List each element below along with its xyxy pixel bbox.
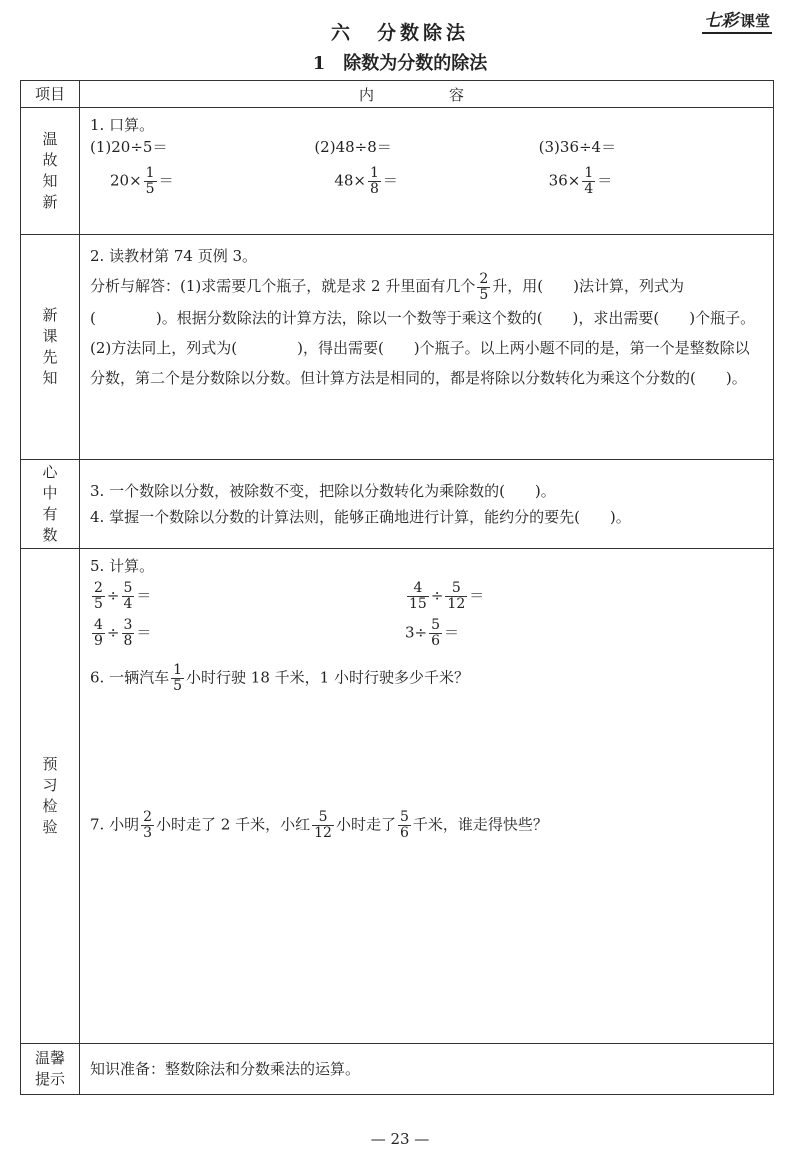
- mind-content: [80, 460, 774, 549]
- fraction: $\frac{1}{4}$: [584, 165, 594, 197]
- preview-row: [21, 549, 774, 1044]
- fraction: $\frac{5}{4}$: [123, 580, 133, 612]
- header-content: 内 容: [80, 81, 774, 108]
- fraction: $\frac{3}{8}$: [123, 617, 133, 649]
- fraction: $\frac{2}{5}$: [94, 580, 103, 612]
- fraction: $\frac{1}{5}$: [173, 662, 183, 694]
- newlesson-row: [21, 235, 774, 460]
- mind-row: [21, 460, 774, 549]
- fraction: $\frac{1}{5}$: [145, 165, 155, 197]
- brand-text-a: 七彩: [703, 11, 738, 31]
- q2-part1: 分析与解答：(1)求需要几个瓶子，就是求 2 升里面有几个 $\frac{2}{5}$ 升，用( )法计算，列式为( )。根据分数除法的计算方法，除以一个数等于乘这个数的( )，求出需要( )个瓶子。: [90, 270, 756, 327]
- header-item: 项目: [21, 81, 80, 108]
- q5-expr3: $\frac{4}{9}$ ÷ $\frac{3}{8}$ ＝: [94, 617, 152, 649]
- q4: 4. 掌握一个数除以分数的计算法则，能够正确地进行计算，能约分的要先( )。: [90, 508, 631, 526]
- fraction: $\frac{2}{5}$: [479, 270, 489, 303]
- q1-b3: 36× $\frac{1}{4}$ ＝: [548, 165, 613, 197]
- q1-b2: 48× $\frac{1}{8}$ ＝: [334, 165, 398, 197]
- fraction: $\frac{4}{9}$: [94, 617, 103, 649]
- fraction: $\frac{2}{3}$: [143, 809, 153, 841]
- table-header-row: [21, 81, 774, 108]
- mind-label: 心中有数: [21, 460, 80, 549]
- q1-title: 1. 口算。: [90, 116, 155, 134]
- q6: 6. 一辆汽车 $\frac{1}{5}$ 小时行驶 18 千米，1 小时行驶多少千米？: [90, 662, 469, 694]
- q7: 7. 小明 $\frac{2}{3}$ 小时走了 2 千米，小红 $\frac{5}{12}$ 小时走了 $\frac{5}{6}$ 千米，谁走得快些？: [90, 809, 548, 841]
- q3: 3. 一个数除以分数，被除数不变，把除以分数转化为乘除数的( )。: [90, 482, 556, 500]
- brand-text-b: 课堂: [739, 12, 770, 30]
- q1-row-a: [90, 136, 763, 158]
- tips-row: [21, 1044, 774, 1095]
- newlesson-content: [80, 235, 774, 460]
- fraction: $\frac{5}{6}$: [431, 617, 441, 649]
- page-number: — 23 —: [370, 1130, 430, 1148]
- review-label: 温故知新: [21, 108, 80, 235]
- fraction: $\frac{5}{6}$: [399, 809, 409, 841]
- q1-b1: 20× $\frac{1}{5}$ ＝: [110, 165, 174, 197]
- q5-title: 5. 计算。: [90, 557, 155, 575]
- q1-a2: (2)48÷8＝: [314, 138, 392, 156]
- review-row: [21, 108, 774, 235]
- fraction: $\frac{5}{12}$: [447, 580, 466, 612]
- fraction: $\frac{1}{8}$: [369, 165, 379, 197]
- worksheet-table: [20, 80, 774, 1095]
- preview-label: 预习检验: [21, 549, 80, 1044]
- review-content: [80, 108, 774, 235]
- q5-row1: [90, 581, 763, 612]
- lesson-title: 1 除数为分数的除法: [312, 53, 488, 74]
- q2-title: 2. 读教材第 74 页例 3。: [90, 247, 258, 265]
- preview-content: [80, 549, 774, 1044]
- q5-expr2: $\frac{4}{15}$ ÷ $\frac{5}{12}$ ＝: [409, 580, 485, 612]
- newlesson-label: 新课先知: [21, 235, 80, 460]
- q1-a1: (1)20÷5＝: [90, 138, 168, 156]
- q1-a3: (3)36÷4＝: [538, 138, 617, 156]
- q5-row2: [90, 618, 763, 649]
- q2-part2: (2)方法同上，列式为( )，得出需要( )个瓶子。以上两小题不同的是，第一个是整数除以分数，第二个是分数除以分数。但计算方法是相同的，都是将除以分数转化为乘这个分数的( )。: [90, 338, 750, 387]
- q5-expr4: 3÷ $\frac{5}{6}$ ＝: [405, 617, 460, 649]
- fraction: $\frac{5}{12}$: [314, 809, 332, 841]
- tips-content: 知识准备：整数除法和分数乘法的运算。: [80, 1044, 774, 1095]
- chapter-title: 六 分数除法: [330, 22, 469, 44]
- q1-row-b: [90, 166, 763, 197]
- tips-label: 温馨提示: [21, 1044, 80, 1095]
- q5-expr1: $\frac{2}{5}$ ÷ $\frac{5}{4}$ ＝: [94, 580, 152, 612]
- fraction: $\frac{4}{15}$: [409, 580, 427, 612]
- brand-logo: [702, 6, 772, 34]
